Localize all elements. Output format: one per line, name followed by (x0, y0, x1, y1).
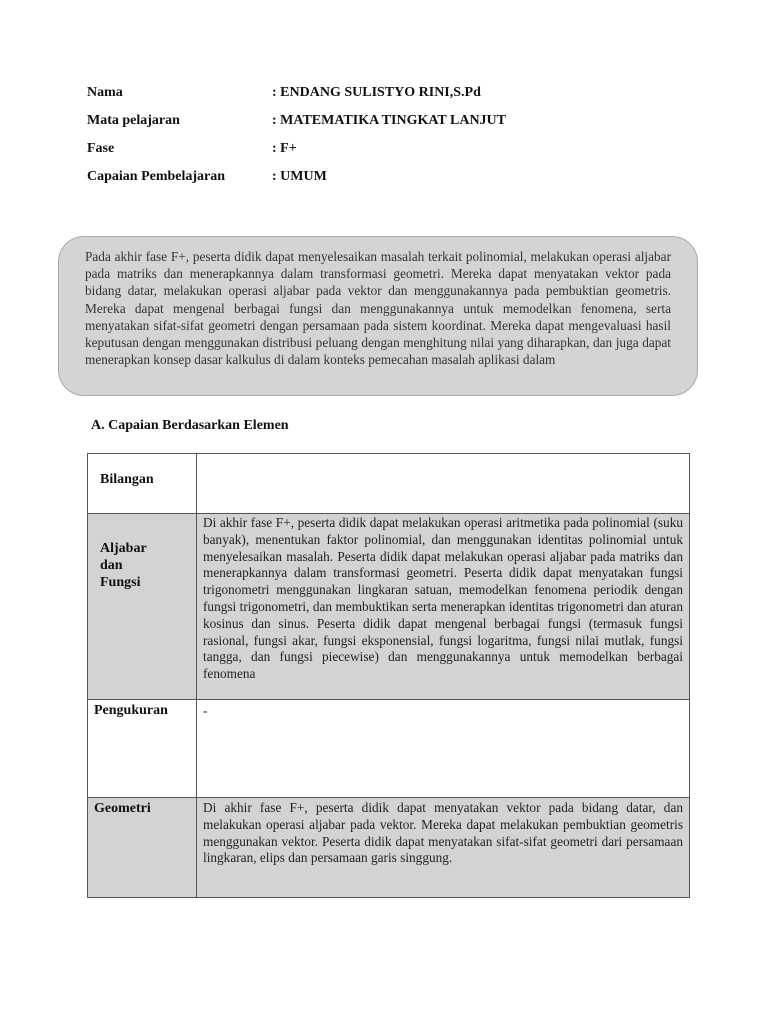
element-name: Aljabar dan Fungsi (100, 541, 147, 590)
element-name: Pengukuran (94, 703, 168, 718)
identity-label: Fase (87, 141, 115, 156)
element-description: Di akhir fase F+, peserta didik dapat menyatakan vektor pada bidang datar, dan melakukan operasi aljabar pada vektor. Mereka dapat melakukan pembuktian geometris menggunakan vektor. Peserta didik dapat menyatakan sifat-sifat geometri dari persamaan lingkaran, elips dan persamaan garis singgung. (203, 800, 683, 866)
element-description: - (203, 703, 208, 718)
table-row-geometri (88, 798, 690, 898)
element-description-cell (197, 798, 690, 898)
identity-label: Capaian Pembelajaran (87, 169, 226, 184)
identity-label: Nama (87, 85, 123, 100)
element-description: Di akhir fase F+, peserta didik dapat melakukan operasi aritmetika pada polinomial (suku banyak), menentukan faktor polinomial, dan menggunakan identitas polinomial untuk menyelesaikan masalah. Peserta didik dapat melakukan operasi aljabar pada matriks dan menerapkannya dalam transformasi geometri. Peserta didik dapat menyatakan fungsi trigonometri menggunakan lingkaran satuan, memodelkan fenomena periodik dengan fungsi trigonometri, dan membuktikan serta menerapkan identitas trigonometri dan aturan kosinus dan sinus. Peserta didik dapat mengenal berbagai fungsi (termasuk fungsi rasional, fungsi akar, fungsi eksponensial, fungsi logaritma, fungsi nilai mutlak, fungsi tangga, dan fungsi piecewise) dan menggunakannya untuk memodelkan berbagai fenomena (203, 515, 683, 682)
element-description-cell (197, 514, 690, 700)
element-name-cell (88, 798, 197, 898)
elements-table (87, 453, 690, 898)
identity-value: : F+ (272, 141, 297, 156)
summary-text: Pada akhir fase F+, peserta didik dapat menyelesaikan masalah terkait polinomial, melakukan operasi aljabar pada matriks dan menerapkannya dalam transformasi geometri. Mereka dapat menyatakan vektor pada bidang datar, melakukan operasi aljabar pada vektor dan menggunakannya pada pembuktian geometris. Mereka dapat mengenal berbagai fungsi dan menggunakannya untuk memodelkan fenomena, serta menyatakan sifat-sifat geometri dengan persamaan pada sistem koordinat. Mereka dapat mengevaluasi hasil keputusan dengan menggunakan distribusi peluang dengan menghitung nilai yang diharapkan, dan juga dapat menerapkan konsep dasar kalkulus di dalam konteks pemecahan masalah aplikasi dalam (85, 249, 671, 368)
element-name-cell (88, 700, 197, 798)
element-name: Bilangan (100, 472, 154, 487)
identity-value: : UMUM (272, 169, 327, 184)
element-description (197, 454, 689, 458)
table-row-pengukuran (88, 700, 690, 798)
identity-label: Mata pelajaran (87, 113, 180, 128)
element-name: Geometri (94, 801, 151, 816)
element-name-cell (88, 514, 197, 700)
section-a-title: A. Capaian Berdasarkan Elemen (91, 418, 289, 433)
table-row-bilangan (88, 454, 690, 514)
identity-value: : MATEMATIKA TINGKAT LANJUT (272, 113, 507, 128)
element-name-cell (88, 454, 197, 514)
element-description-cell (197, 454, 690, 514)
summary-box (58, 236, 698, 396)
element-description-cell (197, 700, 690, 798)
table-row-aljabar (88, 514, 690, 700)
identity-value: : ENDANG SULISTYO RINI,S.Pd (272, 85, 481, 100)
